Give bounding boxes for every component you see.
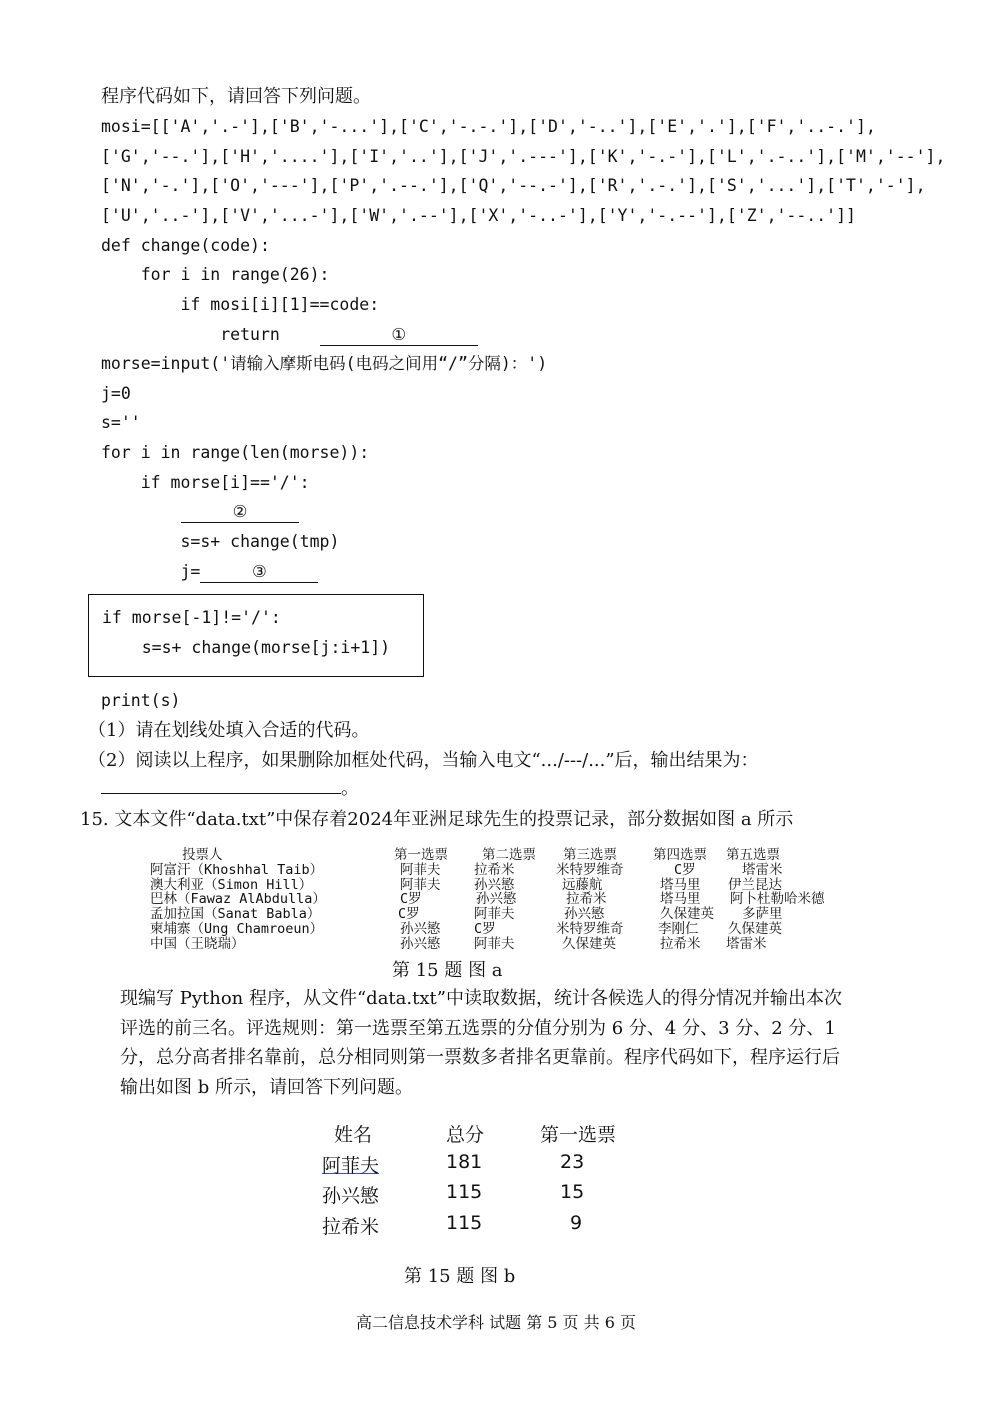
table-cell: C罗: [398, 906, 420, 923]
answer-blank: [101, 793, 341, 794]
header-cell: 第四选票: [653, 847, 707, 863]
code-line: s='': [101, 413, 141, 432]
table-cell: C罗: [674, 861, 696, 878]
code-line: [181, 501, 299, 523]
table-cell: 115: [446, 1181, 483, 1203]
table-cell: 阿富汗（Khoshhal Taib）: [150, 861, 324, 878]
question-2: （2）阅读以上程序，如果删除加框处代码，当输入电文“.../---/...”后，输出结果为：: [88, 750, 759, 771]
code-line: j=0: [101, 384, 131, 403]
question-1: （1）请在划线处填入合适的代码。: [88, 720, 370, 741]
table-cell: 115: [446, 1211, 483, 1234]
table-cell: 塔雷米: [742, 861, 783, 878]
table-cell: 拉希米: [660, 935, 701, 952]
page-footer: 高二信息技术学科 试题 第 5 页 共 6 页: [356, 1313, 636, 1332]
j-assign: j=: [101, 562, 201, 581]
table-cell: 拉希米: [566, 891, 607, 908]
code-line: s=s+ change(tmp): [101, 532, 340, 551]
caption-figure-b: 第 15 题 图 b: [404, 1266, 516, 1287]
header-cell: 第三选票: [563, 847, 617, 863]
table-cell: 阿菲夫: [400, 876, 441, 893]
table-cell: 远藤航: [562, 876, 603, 893]
intro-text: 程序代码如下，请回答下列问题。: [101, 86, 371, 107]
table-cell: 阿菲夫: [474, 935, 515, 952]
answer-line: [101, 778, 359, 800]
blank-3: ③: [200, 562, 318, 583]
code-line: morse=input('请输入摩斯电码(电码之间用“/”分隔)：'): [101, 354, 548, 373]
table-cell: 拉希米: [474, 861, 515, 878]
table-cell: 孙兴慜: [564, 906, 605, 923]
table-cell: 巴林（Fawaz AlAbdulla）: [150, 891, 326, 908]
table-cell: 久保建英: [728, 920, 782, 937]
table-cell: 塔雷米: [726, 935, 767, 952]
boxed-code-line: if morse[-1]!='/':: [102, 608, 281, 627]
code-line: for i in range(len(morse)):: [101, 443, 370, 462]
table-cell: 多萨里: [742, 906, 783, 923]
table-cell: 米特罗维奇: [556, 861, 624, 878]
header-cell: 第五选票: [726, 847, 780, 863]
header-cell: 姓名: [334, 1124, 373, 1146]
table-cell: 孙兴慜: [400, 920, 441, 937]
return-keyword: return: [101, 325, 290, 344]
header-cell: 总分: [446, 1124, 485, 1146]
table-cell: 23: [560, 1150, 585, 1173]
code-line: ['U','..-'],['V','...-'],['W','.--'],['X','-..-'],['Y','-.--'],['Z','--..']]: [101, 206, 856, 225]
answer-period: 。: [341, 778, 359, 799]
table-cell: 9: [570, 1211, 583, 1234]
table-cell: 阿菲夫: [474, 906, 515, 923]
boxed-code-line: s=s+ change(morse[j:i+1]): [102, 638, 391, 657]
table-cell: 澳大利亚（Simon Hill）: [150, 876, 313, 893]
code-line: if morse[i]=='/':: [101, 473, 310, 492]
table-cell: 孙兴慜: [474, 876, 515, 893]
description-line: 分，总分高者排名靠前，总分相同则第一票数多者排名更靠前。程序代码如下，程序运行后: [120, 1047, 840, 1068]
header-cell: 第一选票: [540, 1124, 617, 1146]
code-line: [101, 561, 318, 583]
table-cell: 米特罗维奇: [556, 920, 624, 937]
table-cell: 拉希米: [322, 1215, 380, 1238]
table-cell: 中国（王晓瑞）: [150, 935, 245, 952]
table-cell: 久保建英: [660, 906, 714, 923]
code-line: mosi=[['A','.-'],['B','-...'],['C','-.-.'],['D','-..'],['E','.'],['F','..-.'],: [101, 117, 876, 136]
table-cell: 久保建英: [562, 935, 616, 952]
description-line: 输出如图 b 所示，请回答下列问题。: [120, 1077, 413, 1098]
table-cell: 阿菲夫: [322, 1154, 380, 1177]
table-cell: 伊兰昆达: [728, 876, 782, 893]
table-cell: 塔马里: [660, 876, 701, 893]
table-cell: 181: [446, 1150, 483, 1173]
blank-2: ②: [181, 502, 299, 523]
table-cell: 孟加拉国（Sanat Babla）: [150, 906, 321, 923]
code-line: for i in range(26):: [101, 265, 330, 284]
table-cell: 孙兴慜: [400, 935, 441, 952]
table-cell: 阿菲夫: [400, 861, 441, 878]
table-cell: 李刚仁: [658, 920, 699, 937]
header-cell: 第二选票: [482, 847, 536, 863]
table-cell: 柬埔寨（Ung Chamroeun）: [150, 920, 324, 937]
table-cell: 塔马里: [660, 891, 701, 908]
table-cell: 孙兴慜: [322, 1185, 380, 1207]
caption-figure-a: 第 15 题 图 a: [392, 960, 503, 981]
question-15-title: 15. 文本文件“data.txt”中保存着2024年亚洲足球先生的投票记录，部分数据如图 a 所示: [80, 809, 794, 830]
description-line: 现编写 Python 程序，从文件“data.txt”中读取数据，统计各候选人的得分情况并输出本次: [120, 988, 842, 1009]
table-cell: 15: [560, 1181, 585, 1203]
table-cell: 孙兴慜: [476, 891, 517, 908]
code-line: ['N','-.'],['O','---'],['P','.--.'],['Q','--.-'],['R','.-.'],['S','...'],['T','-'],: [101, 176, 926, 195]
code-line: def change(code):: [101, 236, 270, 255]
code-line: if mosi[i][1]==code:: [101, 295, 380, 314]
table-cell: C罗: [474, 920, 496, 937]
table-cell: C罗: [400, 891, 422, 908]
header-cell: 第一选票: [394, 847, 448, 863]
description-line: 评选的前三名。评选规则：第一选票至第五选票的分值分别为 6 分、4 分、3 分、2 分、1: [120, 1018, 836, 1039]
table-cell: 阿卜杜勒哈米德: [730, 891, 825, 908]
code-line: [101, 324, 478, 346]
code-line: print(s): [101, 691, 181, 710]
blank-1: ①: [320, 325, 478, 346]
code-line: ['G','--.'],['H','....'],['I','..'],['J','.---'],['K','-.-'],['L','.-..'],['M','--'],: [101, 147, 946, 166]
header-cell: 投票人: [182, 847, 223, 863]
